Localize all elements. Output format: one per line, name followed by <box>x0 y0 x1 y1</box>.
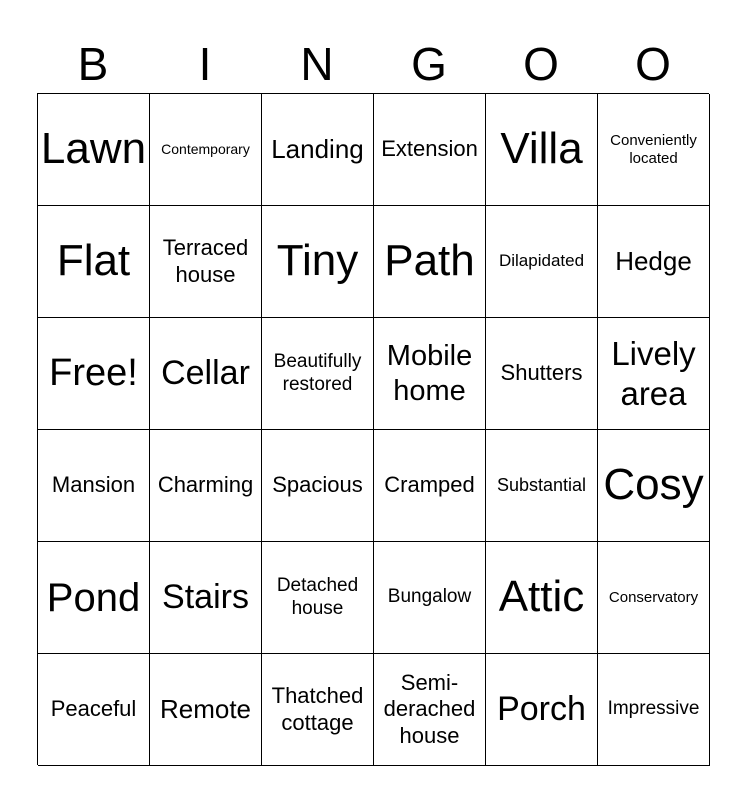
bingo-header <box>37 36 709 92</box>
header-letter-n: N <box>300 38 334 90</box>
cell-text: Contemporary <box>161 141 250 158</box>
bingo-cell-r2-c2[interactable] <box>262 318 374 430</box>
cell-text: Spacious <box>272 472 363 498</box>
bingo-cell-r2-c0[interactable] <box>38 318 150 430</box>
bingo-cell-r0-c0[interactable] <box>38 94 150 206</box>
cell-text: Stairs <box>162 578 249 617</box>
cell-text: Attic <box>498 572 585 622</box>
bingo-cell-r1-c1[interactable] <box>150 206 262 318</box>
bingo-cell-r0-c4[interactable] <box>486 94 598 206</box>
bingo-cell-r2-c3[interactable] <box>374 318 486 430</box>
cell-text: Thatched cottage <box>271 683 364 735</box>
bingo-cell-r3-c1[interactable] <box>150 430 262 542</box>
header-letter-o: O <box>523 38 559 90</box>
bingo-cell-r4-c3[interactable] <box>374 542 486 654</box>
cell-text: Lively area <box>611 334 696 412</box>
bingo-cell-r3-c2[interactable] <box>262 430 374 542</box>
bingo-cell-r4-c2[interactable] <box>262 542 374 654</box>
bingo-cell-r2-c1[interactable] <box>150 318 262 430</box>
cell-text: Bungalow <box>387 586 472 608</box>
bingo-cell-r1-c0[interactable] <box>38 206 150 318</box>
cell-text: Substantial <box>496 474 587 495</box>
cell-text: Flat <box>56 236 131 286</box>
bingo-cell-r0-c5[interactable] <box>598 94 710 206</box>
header-letter-g: G <box>411 38 447 90</box>
bingo-cell-r3-c5[interactable] <box>598 430 710 542</box>
bingo-cell-r0-c3[interactable] <box>374 94 486 206</box>
cell-text: Remote <box>159 693 252 724</box>
cell-text: Beautifully restored <box>273 350 362 395</box>
bingo-cell-r1-c3[interactable] <box>374 206 486 318</box>
bingo-cell-r3-c3[interactable] <box>374 430 486 542</box>
cell-text: Pond <box>46 575 141 620</box>
bingo-cell-r5-c4[interactable] <box>486 654 598 766</box>
bingo-cell-r0-c2[interactable] <box>262 94 374 206</box>
cell-text: Path <box>384 236 475 286</box>
cell-text: Free! <box>49 351 138 394</box>
header-letter-o-2: O <box>635 38 671 90</box>
bingo-cell-r4-c0[interactable] <box>38 542 150 654</box>
bingo-cell-r5-c2[interactable] <box>262 654 374 766</box>
cell-text: Lawn <box>40 124 147 174</box>
bingo-cell-r0-c1[interactable] <box>150 94 262 206</box>
bingo-cell-r2-c5[interactable] <box>598 318 710 430</box>
cell-text: Hedge <box>615 245 692 276</box>
bingo-cell-r3-c4[interactable] <box>486 430 598 542</box>
bingo-board <box>37 93 709 765</box>
cell-text: Extension <box>381 136 478 162</box>
bingo-cell-r4-c4[interactable] <box>486 542 598 654</box>
cell-text: Cosy <box>603 460 704 510</box>
cell-text: Landing <box>271 133 364 164</box>
cell-text: Conservatory <box>608 588 699 606</box>
cell-text: Peaceful <box>50 696 137 722</box>
cell-text: Terraced house <box>162 235 249 287</box>
bingo-cell-r5-c5[interactable] <box>598 654 710 766</box>
bingo-cell-r3-c0[interactable] <box>38 430 150 542</box>
cell-text: Porch <box>497 690 586 729</box>
cell-text: Conveniently located <box>610 131 697 167</box>
cell-text: Cellar <box>161 354 250 393</box>
bingo-cell-r4-c1[interactable] <box>150 542 262 654</box>
bingo-cell-r4-c5[interactable] <box>598 542 710 654</box>
cell-text: Villa <box>500 124 583 174</box>
cell-text: Impressive <box>607 698 700 720</box>
bingo-cell-r1-c5[interactable] <box>598 206 710 318</box>
cell-text: Mansion <box>51 472 136 498</box>
cell-text: Mobile home <box>386 339 473 407</box>
bingo-cell-r1-c2[interactable] <box>262 206 374 318</box>
bingo-cell-r1-c4[interactable] <box>486 206 598 318</box>
bingo-cell-r5-c1[interactable] <box>150 654 262 766</box>
cell-text: Dilapidated <box>498 251 585 271</box>
bingo-cell-r2-c4[interactable] <box>486 318 598 430</box>
cell-text: Detached house <box>276 574 359 619</box>
header-letter-b: B <box>77 38 109 90</box>
header-letter-i: I <box>198 38 212 90</box>
cell-text: Tiny <box>276 236 359 286</box>
cell-text: Cramped <box>384 472 475 498</box>
cell-text: Charming <box>157 472 254 498</box>
cell-text: Shutters <box>500 360 583 386</box>
bingo-cell-r5-c0[interactable] <box>38 654 150 766</box>
bingo-cell-r5-c3[interactable] <box>374 654 486 766</box>
cell-text: Semi-derached house <box>383 669 476 748</box>
